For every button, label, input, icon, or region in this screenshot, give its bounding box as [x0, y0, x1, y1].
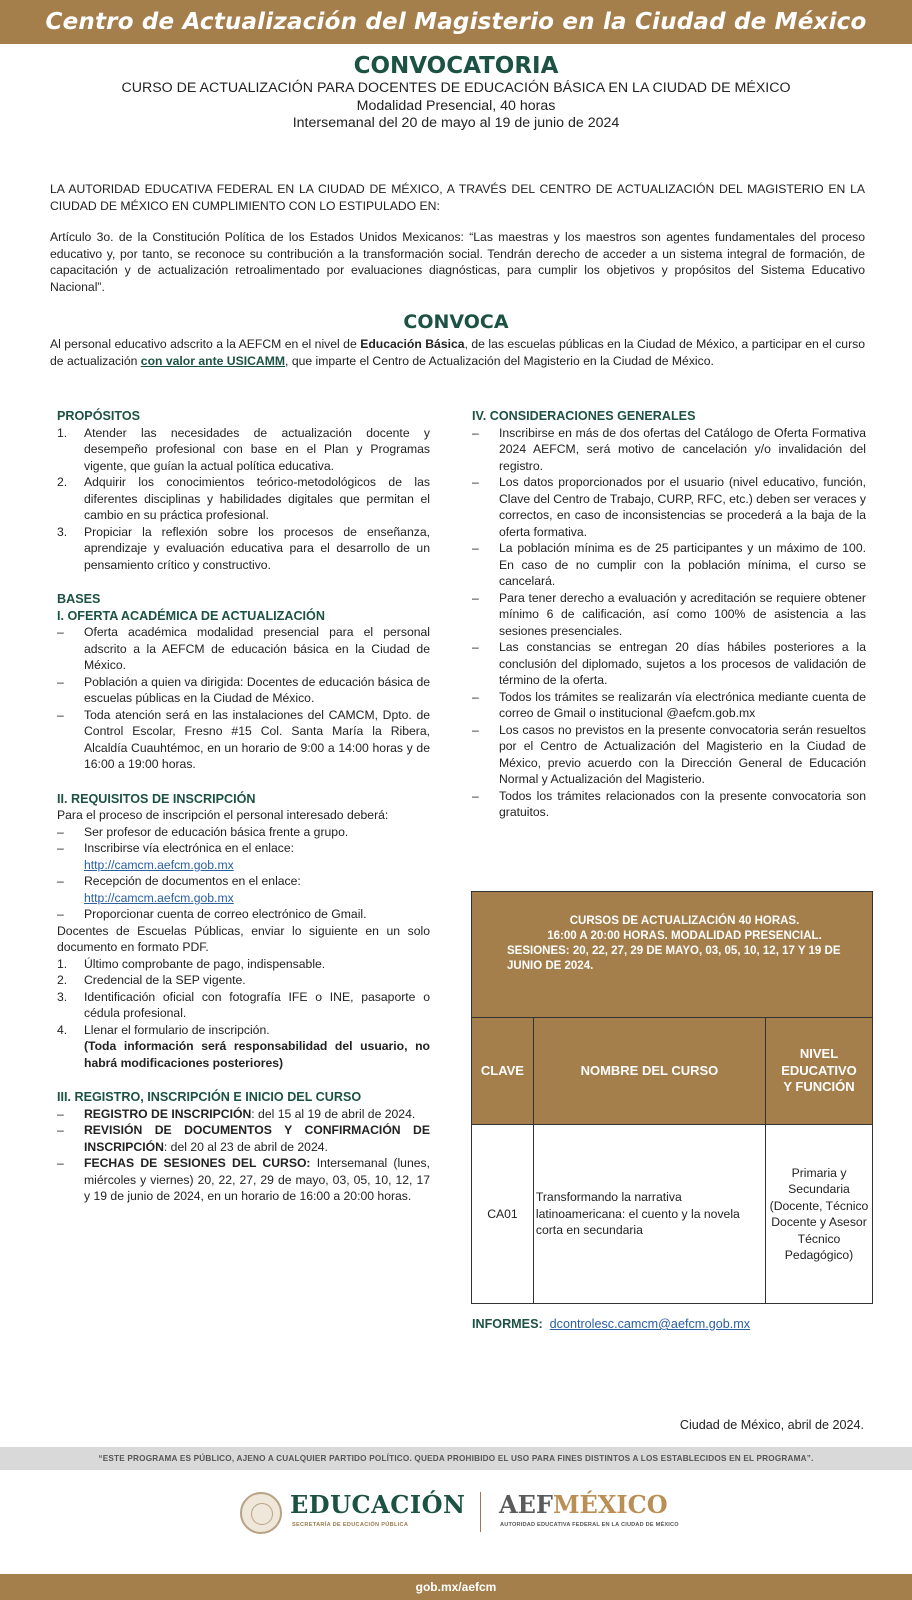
table-header-line1: CURSOS DE ACTUALIZACIÓN 40 HORAS.: [569, 915, 800, 927]
list-text: Ser profesor de educación básica frente a grupo.: [84, 824, 349, 839]
col-header-clave: CLAVE: [472, 1018, 534, 1125]
list-item: [57, 989, 430, 1022]
intro-paragraph: LA AUTORIDAD EDUCATIVA FEDERAL EN LA CIUDAD DE MÉXICO, A TRAVÉS DEL CENTRO DE ACTUALIZACIÓN DEL MAGISTERIO EN LA CIUDAD DE MÉXICO EN CUMPLIMIENTO CON LO ESTIPULADO EN:: [50, 182, 865, 213]
list-marker: –: [472, 590, 479, 605]
list-marker: 3.: [57, 524, 68, 539]
list-item: [57, 906, 430, 923]
list-item: [472, 639, 866, 689]
list-marker: –: [57, 874, 64, 888]
list-bold: REGISTRO DE INSCRIPCIÓN: [84, 1106, 252, 1121]
convoca-text-a: Al personal educativo adscrito a la AEFCM en el nivel de: [50, 337, 361, 351]
footer-bar: [0, 1574, 912, 1600]
right-column: [472, 408, 866, 821]
legal-disclaimer: “ESTE PROGRAMA ES PÚBLICO, AJENO A CUALQUIER PARTIDO POLÍTICO. QUEDA PROHIBIDO EL USO PARA FINES DISTINTOS A LOS ESTABLECIDOS EN EL PROGRAMA”.: [0, 1447, 912, 1470]
list-item: [57, 873, 430, 906]
top-banner: [0, 0, 912, 44]
registration-link[interactable]: http://camcm.aefcm.gob.mx: [84, 857, 234, 872]
list-text: Oferta académica modalidad presencial para el personal adscrito a la AEFCM de educación básica en la Ciudad de México.: [84, 625, 430, 672]
col-header-nombre: NOMBRE DEL CURSO: [533, 1018, 765, 1125]
list-marker: –: [472, 689, 479, 704]
convoca-paragraph: [50, 336, 865, 369]
responsibility-note: (Toda información será responsabilidad del usuario, no habrá modificaciones posteriores): [84, 1039, 430, 1070]
list-marker: –: [472, 541, 479, 555]
list-text: Adquirir los conocimientos teórico-metodológicos de las diferentes disciplinas y habilidades digitales que permitan el cambio en su práctica profesional.: [84, 475, 430, 522]
list-marker: –: [472, 788, 479, 803]
list-text: La población mínima es de 25 participantes y un máximo de 100. En caso de no cumplir con la población mínima, el curso se cancelará.: [499, 541, 866, 588]
informes-label: INFORMES:: [472, 1317, 543, 1331]
educacion-logo: EDUCACIÓN: [290, 1490, 466, 1519]
list-text: Identificación oficial con fotografía IFE o INE, pasaporte o cédula profesional.: [84, 989, 430, 1020]
left-column: [57, 408, 430, 1205]
list-text: Atender las necesidades de actualización docente y desempeño profesional con base en el Plan y Programas vigente, que guían la actual política educativa.: [84, 425, 430, 473]
list-marker: –: [57, 1156, 64, 1170]
documents-link[interactable]: http://camcm.aefcm.gob.mx: [84, 890, 234, 905]
table-header-line3: SESIONES: 20, 22, 27, 29 DE MAYO, 03, 05, 10, 12, 17 Y 19 DE JUNIO DE 2024.: [507, 945, 841, 972]
list-item: [57, 1122, 430, 1155]
usicamm-value: con valor ante USICAMM: [140, 353, 286, 368]
list-text: Todos los trámites relacionados con la presente convocatoria son gratuitos.: [499, 788, 866, 819]
list-item: [57, 956, 430, 973]
table-header-cell: [472, 892, 873, 1018]
list-item: [472, 474, 866, 540]
list-marker: 2.: [57, 475, 68, 489]
list-text: Intersemanal (lunes, miércoles y viernes) 20, 22, 27, 29 de mayo, 03, 05, 10, 12, 17 y 19 de junio de 2024, en un horario de 16:00 a 20:00 horas.: [84, 1156, 430, 1203]
list-marker: –: [57, 674, 64, 689]
list-text: Para tener derecho a evaluación y acreditación se requiere obtener mínimo 6 de calificación, así como 100% de asistencia a las sesiones presenciales.: [499, 590, 866, 638]
list-marker: 2.: [57, 973, 68, 987]
table-header-line2: 16:00 A 20:00 HORAS. MODALIDAD PRESENCIAL.: [547, 930, 822, 942]
list-item: [472, 788, 866, 821]
list-item: [57, 840, 430, 873]
list-item: [57, 624, 430, 674]
list-text: Último comprobante de pago, indispensable.: [84, 956, 326, 971]
bases-title: BASES: [57, 592, 101, 606]
banner-title: Centro de Actualización del Magisterio en la Ciudad de México: [45, 9, 867, 35]
header-block: [40, 52, 872, 133]
oferta-title: I. OFERTA ACADÉMICA DE ACTUALIZACIÓN: [57, 608, 325, 623]
list-text: Proporcionar cuenta de correo electrónico de Gmail.: [84, 907, 367, 921]
list-item: [57, 1106, 430, 1123]
list-marker: 1.: [57, 425, 68, 440]
list-marker: –: [472, 640, 479, 654]
aef-mexico-logo: [499, 1490, 668, 1520]
list-item: [57, 1022, 430, 1072]
list-marker: –: [57, 707, 64, 722]
contact-email-link[interactable]: dcontrolesc.camcm@aefcm.gob.mx: [549, 1317, 751, 1331]
place-date: Ciudad de México, abril de 2024.: [679, 1418, 864, 1432]
cell-nivel: Primaria y Secundaria (Docente, Técnico Docente y Asesor Técnico Pedagógico): [766, 1125, 873, 1304]
subtitle-course: CURSO DE ACTUALIZACIÓN PARA DOCENTES DE EDUCACIÓN BÁSICA EN LA CIUDAD DE MÉXICO: [121, 80, 791, 96]
list-text: Población a quien va dirigida: Docentes de educación básica de escuelas públicas en la Ciudad de México.: [84, 674, 430, 705]
list-marker: 1.: [57, 956, 68, 971]
list-marker: –: [57, 1106, 64, 1121]
logo-divider: [480, 1492, 481, 1532]
list-item: [57, 474, 430, 524]
list-marker: –: [57, 824, 64, 839]
subtitle-dates: Intersemanal del 20 de mayo al 19 de junio de 2024: [292, 115, 620, 131]
list-bold: FECHAS DE SESIONES DEL CURSO:: [84, 1156, 311, 1170]
list-marker: –: [472, 722, 479, 737]
list-marker: 3.: [57, 989, 68, 1004]
cell-clave: CA01: [472, 1125, 534, 1304]
subtitle-modality: Modalidad Presencial, 40 horas: [356, 97, 556, 114]
list-item: [57, 674, 430, 707]
list-item: [472, 425, 866, 475]
convoca-title: CONVOCA: [403, 311, 509, 333]
col-header-nivel: NIVEL EDUCATIVO Y FUNCIÓN: [766, 1018, 873, 1125]
list-item: [472, 689, 866, 722]
requisitos-intro: Para el proceso de inscripción el personal interesado deberá:: [57, 808, 389, 822]
consideraciones-title: IV. CONSIDERACIONES GENERALES: [472, 409, 696, 423]
educacion-logo-sub: SECRETARÍA DE EDUCACIÓN PÚBLICA: [292, 1522, 409, 1528]
page-title: CONVOCATORIA: [353, 53, 559, 79]
list-marker: –: [57, 625, 64, 639]
table-row: [472, 1125, 873, 1304]
convoca-text-e: , que imparte el Centro de Actualización del Magisterio en la Ciudad de México.: [285, 353, 714, 368]
list-item: [57, 707, 430, 773]
registro-title: III. REGISTRO, INSCRIPCIÓN E INICIO DEL CURSO: [57, 1090, 362, 1104]
list-item: [57, 524, 430, 574]
list-marker: –: [57, 907, 64, 921]
convoca-level: Educación Básica: [360, 337, 465, 351]
aef-logo-sub: AUTORIDAD EDUCATIVA FEDERAL EN LA CIUDAD DE MÉXICO: [500, 1522, 679, 1528]
logo-strip: [0, 1478, 912, 1568]
list-text: Recepción de documentos en el enlace:: [84, 874, 301, 888]
list-item: [57, 972, 430, 989]
article-paragraph: Artículo 3o. de la Constitución Política de los Estados Unidos Mexicanos: “Las maestras y los maestros son agentes fundamentales del proceso educativo y, por tanto, se reconoce su contribución a la transformación social. Tendrán derecho de acceder a un sistema integral de formación, de capacitación y de actualización retroalimentado por evaluaciones diagnósticas, para cumplir los objetivos y propósitos del Sistema Educativo Nacional”.: [50, 230, 865, 294]
list-text: Toda atención será en las instalaciones del CAMCM, Dpto. de Control Escolar, Fresno #15 Col. Santa María la Ribera, Alcaldía Cuauhtémoc, en un horario de 9:00 a 14:00 horas y de 16:00 a 19:00 horas.: [84, 707, 430, 771]
list-item: [472, 722, 866, 788]
list-item: [472, 590, 866, 640]
list-text: Credencial de la SEP vigente.: [84, 973, 246, 987]
docs-intro: Docentes de Escuelas Públicas, enviar lo siguiente en un solo documento en formato PDF.: [57, 923, 430, 954]
list-text: : del 15 al 19 de abril de 2024.: [251, 1106, 416, 1121]
list-marker: –: [472, 425, 479, 440]
list-text: : del 20 al 23 de abril de 2024.: [163, 1139, 328, 1154]
cell-nombre: Transformando la narrativa latinoamericana: el cuento y la novela corta en secundaria: [533, 1125, 765, 1304]
propositos-title: PROPÓSITOS: [57, 409, 141, 423]
list-text: Inscribirse vía electrónica en el enlace:: [84, 841, 295, 855]
list-bold: REVISIÓN DE DOCUMENTOS Y CONFIRMACIÓN DE INSCRIPCIÓN: [84, 1123, 430, 1154]
list-text: Las constancias se entregan 20 días hábiles posteriores a la conclusión del diplomado, sujetos a los procesos de validación de término de la oferta.: [499, 640, 866, 687]
list-text: Llenar el formulario de inscripción.: [84, 1022, 270, 1037]
mexico-logo-text: MÉXICO: [552, 1490, 668, 1519]
course-table: [471, 891, 873, 1304]
list-text: Propiciar la reflexión sobre los procesos de enseñanza, aprendizaje y evaluación educativa para el desarrollo de un pensamiento crítico y constructivo.: [84, 524, 430, 572]
list-item: [57, 824, 430, 841]
convoca-text-c: , de las escuelas públicas en la Ciudad de México, a participar en el curso de actualización: [50, 337, 866, 368]
list-text: Inscribirse en más de dos ofertas del Catálogo de Oferta Formativa 2024 AEFCM, será motivo de cancelación y/o invalidación del registro.: [499, 425, 866, 473]
national-seal-icon: [240, 1492, 282, 1534]
list-marker: 4.: [57, 1022, 68, 1037]
requisitos-title: II. REQUISITOS DE INSCRIPCIÓN: [57, 791, 256, 806]
list-marker: –: [57, 1123, 64, 1137]
list-text: Los casos no previstos en la presente convocatoria serán resueltos por el Centro de Actualización del Magisterio en la Ciudad de México, previo acuerdo con la Dirección General de Educación Normal y Actualización del Magisterio.: [499, 722, 866, 786]
list-marker: –: [472, 475, 479, 489]
list-marker: –: [57, 841, 64, 855]
list-item: [57, 425, 430, 475]
list-text: Todos los trámites se realizarán vía electrónica mediante cuenta de correo de Gmail o institucional @aefcm.gob.mx: [499, 689, 866, 720]
list-text: Los datos proporcionados por el usuario (nivel educativo, función, Clave del Centro de Trabajo, CURP, RFC, etc.) deben ser veraces y correctos, en caso de inconsistencias se procederá a la baja de la oferta formativa.: [499, 475, 866, 539]
list-item: [57, 1155, 430, 1205]
list-item: [472, 540, 866, 590]
informes-line: [472, 1316, 750, 1332]
footer-url[interactable]: gob.mx/aefcm: [415, 1580, 497, 1594]
aef-logo-text: AEF: [499, 1490, 553, 1519]
